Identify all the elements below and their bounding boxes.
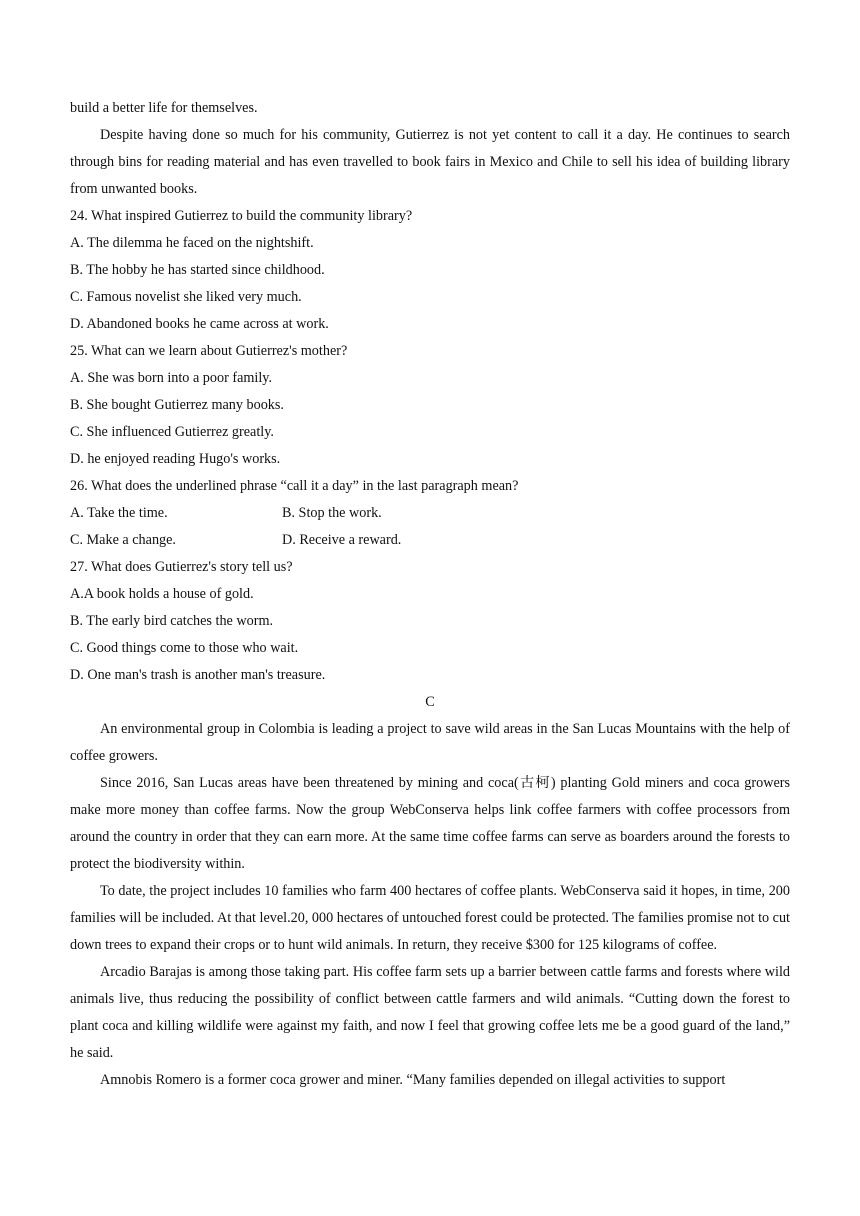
question-26-stem: 26. What does the underlined phrase “call it a day” in the last paragraph mean?: [70, 478, 519, 494]
passage-c-paragraph-1: An environmental group in Colombia is leading a project to save wild areas in the San Lucas Mountains with the help of coffee growers.: [70, 721, 790, 764]
question-26-option-d: D. Receive a reward.: [282, 532, 402, 548]
question-26-option-b: B. Stop the work.: [282, 505, 382, 521]
passage-c-heading: C: [425, 694, 435, 710]
passage-b-continuation: build a better life for themselves.: [70, 100, 258, 116]
passage-c-paragraph-4: Arcadio Barajas is among those taking part. His coffee farm sets up a barrier between cattle farms and forests where wild animals live, thus reducing the possibility of conflict between cattle farmers and wild animals. “Cutting down the forest to plant coca and killing wildlife were against my faith, and now I feel that growing coffee lets me be a good guard of the land,” he said.: [70, 964, 790, 1061]
question-25-option-a: A. She was born into a poor family.: [70, 370, 273, 386]
question-24-option-a: A. The dilemma he faced on the nightshift.: [70, 235, 314, 251]
question-24-option-d: D. Abandoned books he came across at work.: [70, 316, 329, 332]
question-27-stem: 27. What does Gutierrez's story tell us?: [70, 559, 293, 575]
question-27-option-d: D. One man's trash is another man's treasure.: [70, 667, 326, 683]
question-25-option-c: C. She influenced Gutierrez greatly.: [70, 424, 274, 440]
question-26-options-row-2: [70, 527, 790, 554]
question-26-option-a: A. Take the time.: [70, 505, 168, 521]
question-24-option-b: B. The hobby he has started since childhood.: [70, 262, 325, 278]
question-25-option-d: D. he enjoyed reading Hugo's works.: [70, 451, 281, 467]
question-25-stem: 25. What can we learn about Gutierrez's mother?: [70, 343, 348, 359]
passage-c-paragraph-3: To date, the project includes 10 families who farm 400 hectares of coffee plants. WebConserva said it hopes, in time, 200 families will be included. At that level.20, 000 hectares of untouched forest could be protected. The families promise not to cut down trees to expand their crops or to hunt wild animals. In return, they receive $300 for 125 kilograms of coffee.: [70, 883, 790, 953]
question-24-stem: 24. What inspired Gutierrez to build the community library?: [70, 208, 413, 224]
question-27-option-a: A.A book holds a house of gold.: [70, 586, 254, 602]
passage-b-final-paragraph: Despite having done so much for his community, Gutierrez is not yet content to call it a day. He continues to search through bins for reading material and has even travelled to book fairs in Mexico and Chile to sell his idea of building library from unwanted books.: [70, 127, 790, 197]
passage-c-paragraph-2: Since 2016, San Lucas areas have been threatened by mining and coca(古柯) planting Gold miners and coca growers make more money than coffee farms. Now the group WebConserva helps link coffee farmers with coffee processors from around the country in order that they can earn more. At the same time coffee farms can serve as boarders around the forests to protect the biodiversity within.: [70, 775, 790, 872]
document-page: [70, 95, 790, 1094]
question-26-options-row-1: [70, 500, 790, 527]
question-27-option-b: B. The early bird catches the worm.: [70, 613, 274, 629]
passage-c-paragraph-5: Amnobis Romero is a former coca grower and miner. “Many families depended on illegal activities to support: [100, 1072, 726, 1088]
question-25-option-b: B. She bought Gutierrez many books.: [70, 397, 284, 413]
question-24-option-c: C. Famous novelist she liked very much.: [70, 289, 302, 305]
question-26-option-c: C. Make a change.: [70, 532, 176, 548]
question-27-option-c: C. Good things come to those who wait.: [70, 640, 299, 656]
